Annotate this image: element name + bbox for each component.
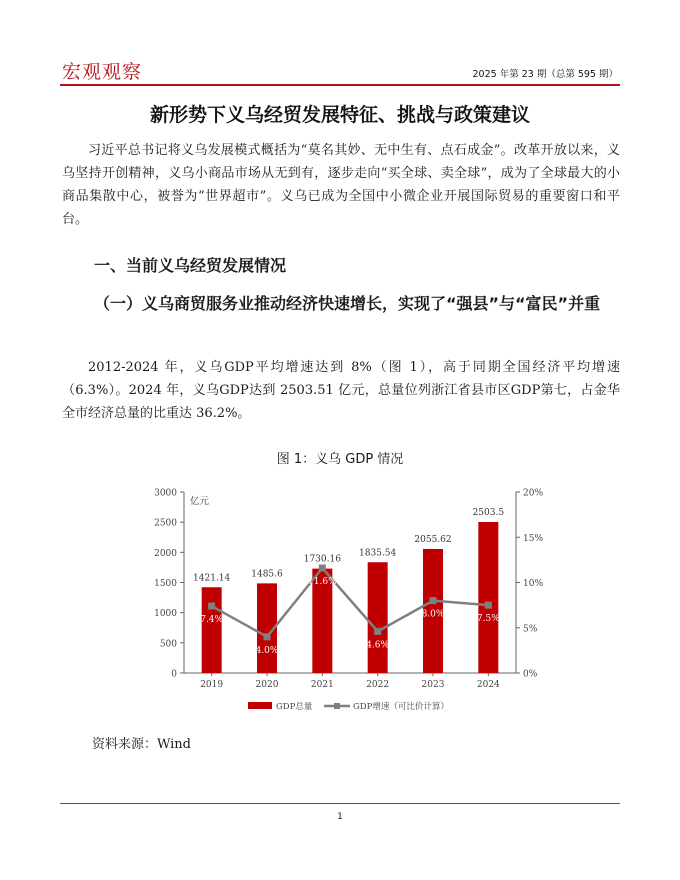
right-tick-label: 0% (523, 669, 538, 680)
left-tick-label: 2000 (154, 548, 177, 559)
header-brand: 宏观观察 (62, 61, 143, 83)
gdp-chart (140, 478, 560, 723)
figure-title: 图 1：义乌 GDP 情况 (276, 452, 404, 467)
gdp-paragraph: 2012-2024 年，义乌GDP平均增速达到 8%（图 1），高于同期全国经济平均增速（6.3%）。2024 年，义乌GDP达到 2503.51 亿元，总量位列浙江省县市区GDP第七，占金华全市经济总量的比重达 36.2%。 (62, 360, 620, 421)
right-tick-label: 5% (523, 624, 538, 635)
x-tick-label: 2021 (310, 680, 334, 690)
left-tick-label: 1500 (154, 579, 177, 589)
section-heading: 一、当前义乌经贸发展情况 (94, 256, 287, 275)
growth-marker (374, 628, 381, 635)
left-tick-label: 0 (171, 669, 177, 680)
gdp-bar-label: 1485.6 (251, 569, 283, 580)
issue-number: 2025 年第 23 期（总第 595 期） (472, 69, 618, 80)
right-tick-label: 15% (523, 533, 544, 544)
gdp-bar-label: 2055.62 (414, 534, 452, 545)
gdp-bar-label: 2503.5 (472, 507, 505, 518)
gdp-bar-label: 1421.14 (193, 573, 231, 584)
document-title: 新形势下义乌经贸发展特征、挑战与政策建议 (149, 104, 530, 126)
growth-label: 4.0% (255, 645, 279, 656)
right-tick-label: 20% (523, 488, 544, 499)
source-note: 资料来源：Wind (92, 737, 191, 752)
header-divider (60, 84, 620, 86)
left-tick-label: 1000 (154, 609, 177, 620)
growth-marker (485, 602, 492, 609)
left-axis-unit: 亿元 (190, 496, 210, 507)
page-number: 1 (337, 812, 343, 822)
gdp-bar (368, 562, 388, 673)
growth-label: 11.6% (308, 577, 337, 588)
left-tick-label: 500 (159, 639, 177, 650)
growth-label: 7.4% (200, 615, 224, 626)
left-tick-label: 3000 (154, 488, 177, 499)
growth-label: 4.6% (366, 640, 390, 651)
subsection-heading: （一）义乌商贸服务业推动经济快速增长，实现了“强县”与“富民”并重 (94, 294, 601, 313)
left-tick-label: 2500 (154, 518, 177, 529)
growth-label: 8.0% (421, 609, 445, 620)
growth-marker (264, 633, 271, 640)
growth-marker (319, 565, 326, 572)
intro-paragraph: 习近平总书记将义乌发展模式概括为“莫名其妙、无中生有、点石成金”。改革开放以来，义乌坚持开创精神，义乌小商品市场从无到有，逐步走向“买全球、卖全球”，成为了全球最大的小商品集散中心，被誉为“世界超市”。义乌已成为全国中小微企业开展国际贸易的重要窗口和平台。 (62, 143, 620, 227)
x-tick-label: 2024 (476, 680, 500, 690)
gdp-bar (202, 587, 222, 673)
gdp-bar (478, 522, 498, 673)
gdp-bar-label: 1730.16 (303, 554, 341, 565)
growth-label: 7.5% (476, 614, 500, 625)
x-tick-label: 2022 (366, 680, 390, 690)
legend-swatch-growth-marker (334, 703, 340, 709)
growth-marker (208, 603, 215, 610)
gdp-bar-label: 1835.54 (359, 548, 397, 559)
x-tick-label: 2020 (255, 680, 279, 690)
x-tick-label: 2019 (200, 680, 224, 690)
growth-marker (430, 597, 437, 604)
legend-label-growth: GDP增速（可比价计算） (353, 702, 449, 712)
right-tick-label: 10% (523, 579, 544, 589)
legend-swatch-gdp (248, 702, 272, 709)
footer-divider (60, 803, 620, 804)
legend-label-gdp: GDP总量 (276, 702, 313, 712)
x-tick-label: 2023 (421, 680, 445, 690)
